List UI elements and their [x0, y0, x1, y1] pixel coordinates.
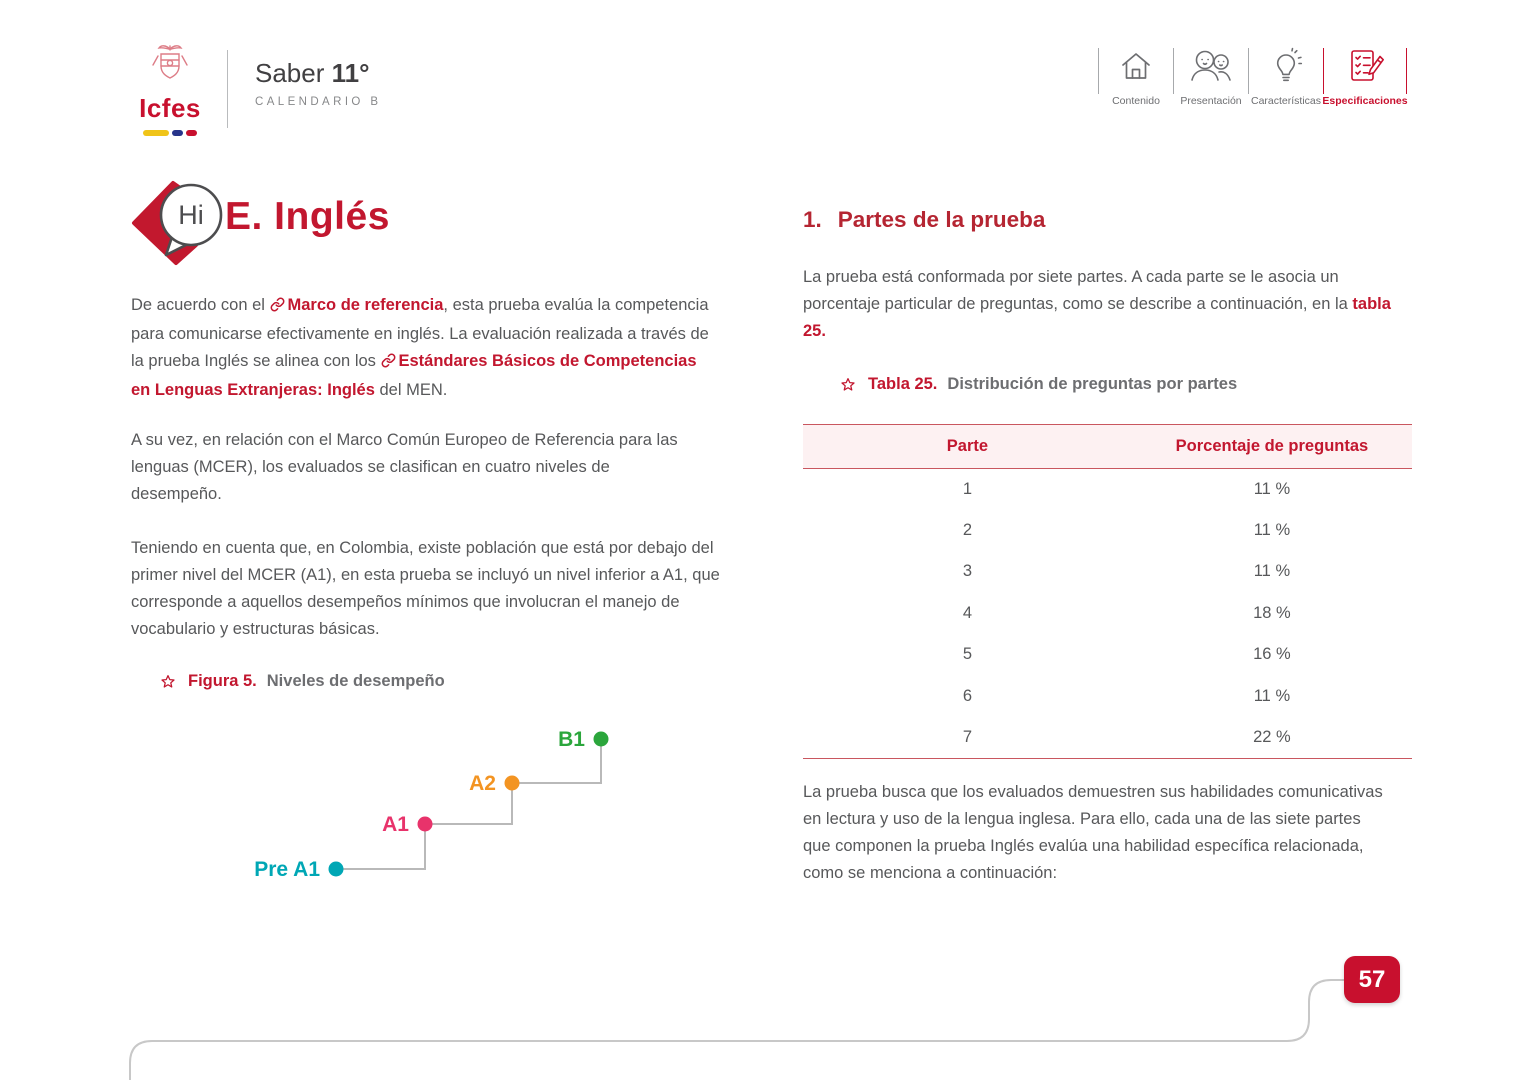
people-icon: [1189, 44, 1233, 88]
nav-divider: [1406, 48, 1407, 94]
exam-subtitle: CALENDARIO B: [255, 96, 382, 108]
chain-link-icon: [381, 350, 396, 377]
checklist-pencil-icon: [1345, 44, 1385, 88]
exam-brand: [255, 58, 381, 108]
column-header-parte: Parte: [803, 425, 1132, 469]
a2-dot: [505, 776, 520, 791]
nav-item-especificaciones[interactable]: [1324, 44, 1406, 107]
table-header-row: [803, 425, 1412, 469]
table-row: 4 18 %: [962, 603, 1291, 622]
table-row: 3 11 %: [962, 562, 1291, 581]
star-icon: [160, 674, 176, 690]
table-row: 5 16 %: [962, 645, 1291, 664]
step-line: [336, 739, 601, 869]
icfes-logo-text: Icfes: [139, 93, 201, 123]
column-header-porcentaje: Porcentaje de preguntas: [1132, 425, 1412, 469]
icfes-logo: [131, 42, 209, 136]
a2-label: A2: [469, 772, 496, 795]
svg-text:Hi: Hi: [178, 200, 204, 230]
figure-caption-text: Niveles de desempeño: [266, 672, 445, 690]
table-row: 2 11 %: [962, 521, 1291, 540]
pre-a1-label: Pre A1: [254, 858, 320, 881]
exam-title: Saber 11°: [255, 58, 370, 88]
table-caption: [840, 375, 1237, 394]
header-divider: [227, 50, 228, 128]
paragraph-partes-intro: La prueba está conformada por siete partes. A cada parte se le asocia un porcentaje particular de preguntas, como se describe a continuación, en la tabla 25.: [803, 268, 1391, 340]
nav-item-presentacion[interactable]: [1174, 44, 1248, 107]
b1-dot: [594, 732, 609, 747]
paragraph-pre-a1: Teniendo en cuenta que, en Colombia, existe población que está por debajo del primer nivel del MCER (A1), en esta prueba se incluyó un nivel inferior a A1, que corresponde a aquellos desempeños mínimos que involucran el manejo de vocabulario y estructuras básicas.: [131, 539, 720, 638]
levels-step-chart: [243, 712, 643, 890]
page-title: E. Inglés: [225, 195, 390, 238]
b1-label: B1: [558, 728, 585, 751]
a1-dot: [418, 817, 433, 832]
figure-caption: [160, 672, 445, 691]
nav-label: Contenido: [1112, 95, 1160, 107]
link-marco-de-referencia[interactable]: Marco de referencia: [270, 296, 444, 314]
nav-item-caracteristicas[interactable]: [1249, 44, 1323, 107]
icfes-crest-icon: [148, 42, 192, 86]
link-estandares-basicos[interactable]: Estándares Básicos de Competencias en Lenguas Extranjeras: Inglés: [131, 352, 697, 399]
a1-label: A1: [382, 813, 409, 836]
link-tabla-25[interactable]: tabla 25.: [803, 295, 1391, 340]
pre-a1-dot: [329, 862, 344, 877]
hi-speech-bubble-icon: [130, 175, 230, 267]
nav-label: Especificaciones: [1322, 95, 1408, 107]
top-navigation: [1098, 44, 1407, 107]
paragraph-habilidades: La prueba busca que los evaluados demuestren sus habilidades comunicativas en lectura y uso de la lengua inglesa. Para ello, cada una de las siete partes que componen la prueba Inglés evalúa una habilidad específica relacionada, como se menciona a continuación:: [803, 783, 1383, 882]
nav-label: Características: [1250, 95, 1322, 107]
section-heading-partes: 1. Partes de la prueba: [803, 207, 1046, 232]
star-icon: [840, 377, 856, 393]
table-row: 7 22 %: [803, 717, 1412, 758]
chain-link-icon: [270, 294, 285, 321]
table-row: 6 11 %: [962, 686, 1291, 705]
bulb-icon: [1266, 44, 1306, 88]
table-label: Tabla 25.: [868, 375, 938, 393]
home-icon: [1118, 44, 1154, 88]
page-number-badge: 57: [1344, 956, 1400, 1003]
nav-item-contenido[interactable]: [1099, 44, 1173, 107]
figure-label: Figura 5.: [188, 672, 257, 690]
paragraph-intro: De acuerdo con el Marco de referencia, esta prueba evalúa la competencia para comunicarse efectivamente en inglés. La evaluación realizada a través de la prueba Inglés se alinea con los Estándares Básicos de Competencias en Lenguas Extranjeras: Inglés del MEN.: [131, 296, 709, 399]
paragraph-mcer: A su vez, en relación con el Marco Común Europeo de Referencia para las lenguas (MCER), los evaluados se clasifican en cuatro niveles de desempeño.: [131, 431, 678, 503]
table-caption-text: Distribución de preguntas por partes: [947, 375, 1238, 393]
colombia-flag-stripes: [131, 130, 209, 136]
table-row: 1 11 %: [962, 479, 1291, 498]
nav-label: Presentación: [1180, 95, 1242, 107]
distribution-table: [803, 424, 1412, 759]
